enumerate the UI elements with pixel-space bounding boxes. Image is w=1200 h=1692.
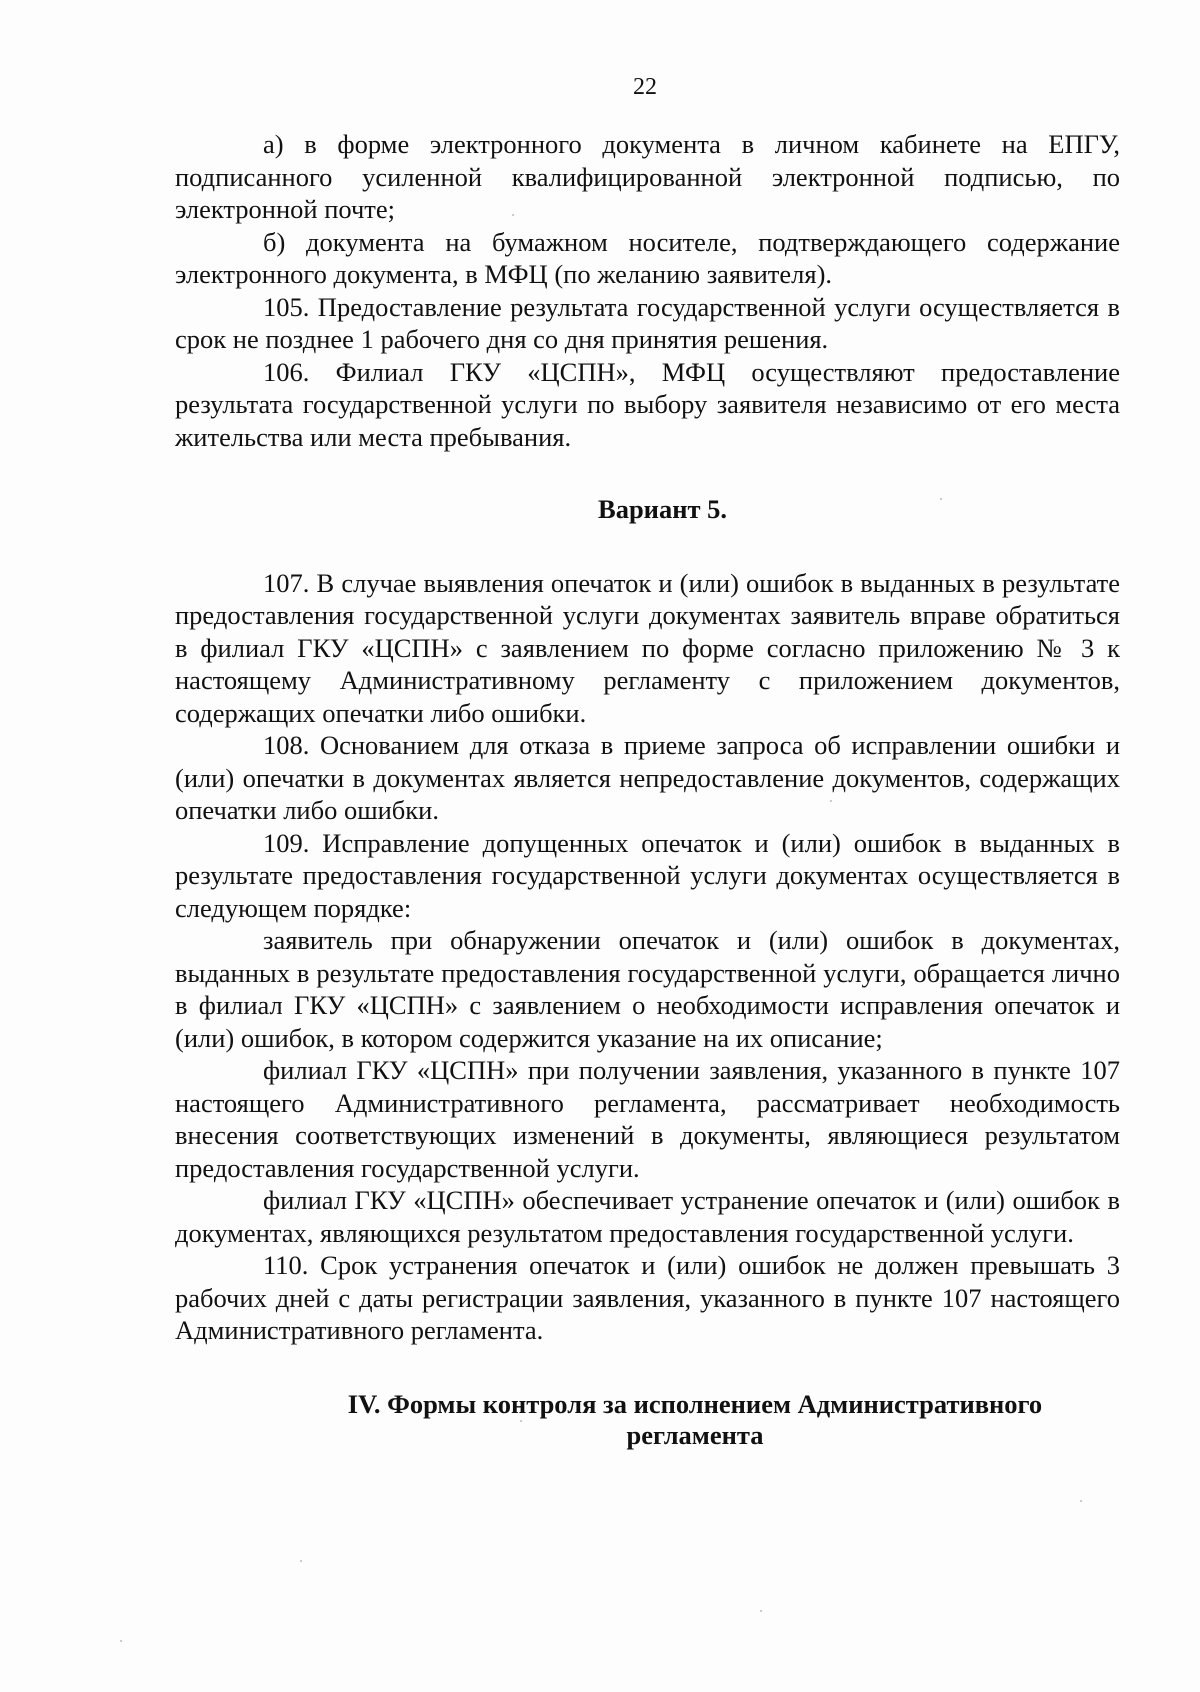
scan-speck bbox=[760, 1610, 762, 1612]
paragraph-106: 106. Филиал ГКУ «ЦСПН», МФЦ осуществляют предоставление результата государственной услуги по выбору заявителя независимо от его места жительства или места пребывания. bbox=[175, 356, 1120, 452]
scan-speck bbox=[512, 214, 514, 216]
scan-speck bbox=[830, 800, 832, 802]
scan-speck bbox=[940, 498, 942, 500]
section-heading-line-1: IV. Формы контроля за исполнением Административного bbox=[347, 1388, 1043, 1419]
paragraph-b: б) документа на бумажном носителе, подтверждающего содержание электронного документа, в МФЦ (по желанию заявителя). bbox=[175, 226, 1120, 289]
section-heading bbox=[175, 1389, 1120, 1451]
scan-speck bbox=[520, 1420, 522, 1422]
section-heading-line-2: регламента bbox=[626, 1419, 764, 1450]
paragraph-109-step-review: филиал ГКУ «ЦСПН» при получении заявления, указанного в пункте 107 настоящего Административного регламента, рассматривает необходимость внесения соответствующих изменений в документы, являющиеся результатом предоставления государственной услуги. bbox=[175, 1055, 1120, 1183]
document-body bbox=[175, 128, 1120, 1451]
scan-speck bbox=[300, 1560, 302, 1562]
paragraph-a: а) в форме электронного документа в личном кабинете на ЕПГУ, подписанного усиленной квалифицированной электронной подписью, по электронной почте; bbox=[175, 129, 1120, 224]
paragraph-109: 109. Исправление допущенных опечаток и (или) ошибок в выданных в результате предоставления государственной услуги документах осуществляется в следующем порядке: bbox=[175, 827, 1120, 923]
paragraph-108: 108. Основанием для отказа в приеме запроса об исправлении ошибки и (или) опечатки в документах является непредоставление документов, содержащих опечатки либо ошибки. bbox=[175, 730, 1120, 825]
paragraph-105: 105. Предоставление результата государственной услуги осуществляется в срок не позднее 1 рабочего дня со дня принятия решения. bbox=[175, 291, 1120, 354]
paragraph-110: 110. Срок устранения опечаток и (или) ошибок не должен превышать 3 рабочих дней с даты регистрации заявления, указанного в пункте 107 настоящего Административного регламента. bbox=[175, 1250, 1120, 1345]
paragraph-107: 107. В случае выявления опечаток и (или) ошибок в выданных в результате предоставления государственной услуги документах заявитель вправе обратиться в филиал ГКУ «ЦСПН» с заявлением по форме согласно приложению № 3 к настоящему Административному регламенту с приложением документов, содержащих опечатки либо ошибки. bbox=[175, 567, 1120, 728]
paragraph-109-step-applicant: заявитель при обнаружении опечаток и (или) ошибок в документах, выданных в результате предоставления государственной услуги, обращается лично в филиал ГКУ «ЦСПН» с заявлением о необходимости исправления опечаток и (или) ошибок, в котором содержится указание на их описание; bbox=[175, 925, 1120, 1053]
paragraph-109-step-correction: филиал ГКУ «ЦСПН» обеспечивает устранение опечаток и (или) ошибок в документах, являющихся результатом предоставления государственной услуги. bbox=[175, 1185, 1120, 1248]
page-number: 22 bbox=[633, 74, 657, 100]
scan-speck bbox=[120, 1640, 122, 1642]
scan-speck bbox=[1080, 1500, 1082, 1502]
variant-heading: Вариант 5. bbox=[598, 494, 727, 524]
